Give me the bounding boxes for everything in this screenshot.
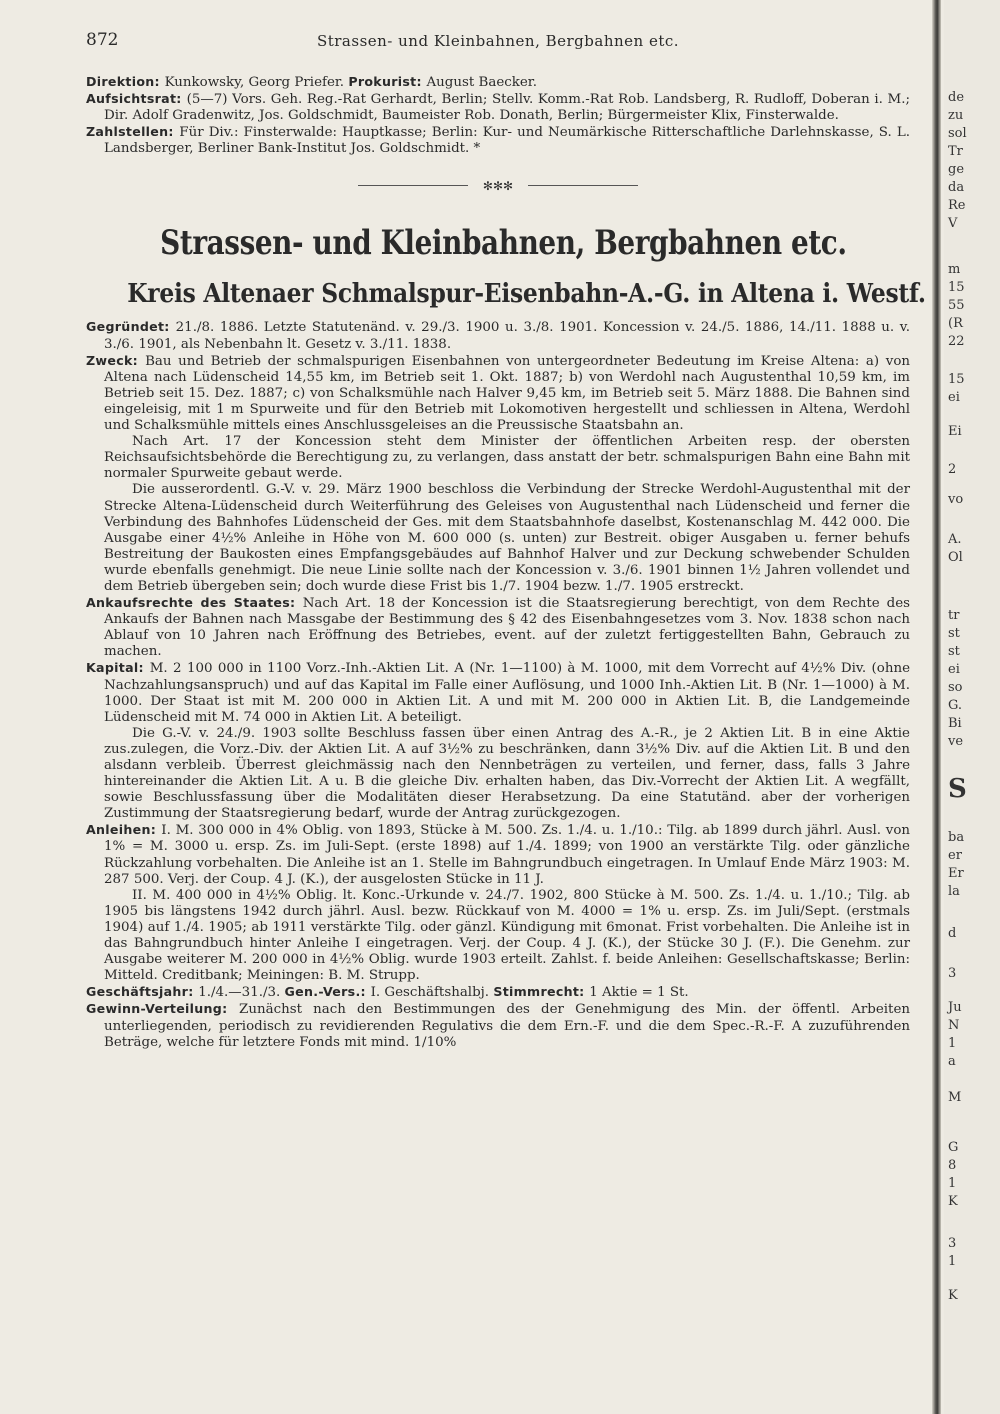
entry-text: I. Geschäftshalbj. (370, 985, 494, 1001)
divider-ornament (358, 179, 638, 193)
adjacent-page-fragment: Ju (948, 1000, 962, 1015)
page-number: 872 (86, 30, 119, 50)
entry-paragraph (86, 595, 910, 660)
adjacent-page-fragment: 1 (948, 1254, 957, 1269)
entry-label: Ankaufsrechte des Staates: (86, 595, 303, 611)
adjacent-page-fragment: G. (948, 698, 963, 713)
entry-paragraph (86, 660, 910, 725)
prev-entry-paragraph (86, 74, 910, 91)
entry-label: Stimmrecht: (493, 984, 590, 1000)
running-header (86, 30, 910, 56)
adjacent-page-fragment: ei (948, 390, 960, 405)
company-entries (86, 319, 910, 1050)
entry-label: Zweck: (86, 352, 146, 368)
adjacent-page-fragment: a (948, 1054, 956, 1069)
adjacent-page-fragment: d (948, 926, 957, 941)
prev-entry-paragraph (86, 91, 910, 124)
adjacent-page-fragment: 15 (948, 280, 965, 295)
entry-text: M. 2 100 000 in 1100 Vorz.-Inh.-Aktien Lit. A (Nr. 1—1100) à M. 1000, mit dem Vorrecht auf 4½% Div. (ohne Nachzahlungsanspruch) und auf das Kapital im Falle einer Auflösung, und 1000 Inh.-Aktien Lit. B (Nr. 1—1000) à M. 1000. Der Staat ist mit M. 200 000 in Aktien Lit. A und mit M. 200 000 in Aktien Lit. B, die Landgemeinde Lüdenscheid mit M. 74 000 in Aktien Lit. A beteiligt. (104, 661, 911, 725)
entry-paragraph (86, 434, 910, 482)
entry-paragraph (86, 888, 910, 985)
adjacent-page-fragment: S (948, 774, 967, 804)
adjacent-page-fragment: K (948, 1194, 958, 1209)
entry-text: Bau und Betrieb der schmalspurigen Eisenbahnen von untergeordneter Bedeutung im Kreise Altena: a) von Altena nach Lüdenscheid 14,55 km, im Betrieb seit 1. Okt. 1887; b) von Werdohl nach Augustenthal 10,59 km, im Betrieb seit 15. Dez. 1887; c) von Schalksmühle nach Halver 9,45 km, im Betrieb seit 5. März 1888. Die Bahnen sind eingeleisig, mit 1 m Spurweite und für den Betrieb mit Lokomotiven hergestellt und schliessen in Altena, Werdohl und Schalksmühle mittels eines Anschlussgeleises an die Preussische Staatsbahn an. (104, 353, 911, 434)
entry-text: I. M. 300 000 in 4% Oblig. von 1893, Stücke à M. 500. Zs. 1./4. u. 1./10.: Tilg. ab 1899 durch jährl. Ausl. von 1% = M. 3000 u. ersp. Zs. im Juli-Sept. (erste 1898) auf 1./4. 1899; von 1900 an verstärkte Tilg. oder gänzliche Rückzahlung vorbehalten. Die Anleihe ist an 1. Stelle im Bahngrundbuch eingetragen. In Umlauf Ende März 1903: M. 287 500. Verj. der Coup. 4 J. (K.), der ausgelosten Stücke in 11 J. (104, 823, 911, 887)
entry-text: 21./8. 1886. Letzte Statutenänd. v. 29./3. 1900 u. 3./8. 1901. Koncession v. 24./5. 1886, 14./11. 1888 u. v. 3./6. 1901, als Nebenbahn lt. Gesetz v. 3./11. 1838. (104, 320, 910, 352)
adjacent-page-fragment: da (948, 180, 965, 195)
adjacent-page-fragment: 15 (948, 372, 965, 387)
adjacent-page-fragment: 22 (948, 334, 965, 349)
entry-paragraph (86, 822, 910, 887)
adjacent-page-fragment: la (948, 884, 960, 899)
adjacent-page-fragment: ve (948, 734, 964, 749)
entry-label: Anleihen: (86, 822, 162, 838)
adjacent-page-fragment: Er (948, 866, 964, 881)
divider-line-right (528, 185, 638, 186)
adjacent-page-fragment: 3 (948, 1236, 957, 1251)
entry-paragraph (86, 1001, 910, 1050)
adjacent-page-fragment: Ol (948, 550, 963, 565)
adjacent-page-fragment: Re (948, 198, 966, 213)
adjacent-page-fragment: de (948, 90, 965, 105)
adjacent-page-fragment: so (948, 680, 963, 695)
prev-entry-paragraph (86, 124, 910, 157)
divider-line-left (358, 185, 468, 186)
prev-entry-label: Direktion: (86, 74, 165, 89)
prev-entry-label: Zahlstellen: (86, 124, 180, 140)
adjacent-page-fragment: ge (948, 162, 965, 177)
adjacent-page-fragment: ba (948, 830, 965, 845)
entry-text: Die G.-V. v. 24./9. 1903 sollte Beschluss fassen über einen Antrag des A.-R., je 2 Aktien Lit. B in eine Aktie zus.zulegen, die Vorz.-Div. der Aktien Lit. A auf 3½% zu beschränken, dann 3½% Div. auf die Aktien Lit. B und den alsdann verbleib. Überrest gleichmässig nach den Nennbeträgen zu verteilen, und ferner, dass, falls 3 Jahre hintereinander die Aktien Lit. A u. B die gleiche Div. erhalten haben, das Div.-Vorrecht der Aktien Lit. A wegfällt, sowie Beschlussfassung über die Modalitäten dieser Herabsetzung. Da eine Statutänd. aber der vorherigen Zustimmung der Staatsregierung bedarf, wurde der Antrag zurückgezogen. (104, 725, 910, 822)
prev-entry-text: August Baecker. (426, 75, 537, 90)
entry-text: 1 Aktie = 1 St. (589, 985, 689, 1001)
entry-text: Nach Art. 18 der Koncession ist die Staatsregierung berechtigt, von dem Rechte des Ankaufs der Bahnen nach Massgabe der Bestimmung des § 42 des Eisenbahngesetzes vom 3. Nov. 1838 schon nach Ablauf von 10 Jahren nach Eröffnung des Betriebes, event. auf der zuletzt fertiggestellten Bahn, Gebrauch zu machen. (104, 596, 911, 660)
adjacent-page-fragment: A. (948, 532, 962, 547)
entry-text: Die ausserordentl. G.-V. v. 29. März 1900 beschloss die Verbindung der Strecke Werdohl-Augustenthal mit der Strecke Altena-Lüdenscheid durch Weiterführung des Geleises von Augustenthal nach Lüdenscheid und ferner die Verbindung des Bahnhofes Lüdenscheid der Ges. mit dem Staatsbahnhofe daselbst, Kostenanschlag M. 442 000. Die Ausgabe einer 4½% Anleihe in Höhe von M. 600 000 (s. unten) zur Bestreit. obiger Ausgaben u. ferner behufs Bestreitung der Baukosten eines Empfangsgebäudes auf Bahnhof Halver und zur Deckung schwebender Schulden wurde ebenfalls genehmigt. Die neue Linie sollte nach der Koncession v. 3./6. 1901 binnen 1½ Jahren vollendet und dem Betrieb übergeben sein; doch wurde diese Frist bis 1./7. 1904 bezw. 1./7. 1905 erstreckt. (104, 482, 910, 594)
adjacent-page-fragment: (R (948, 316, 963, 331)
entry-paragraph (86, 726, 910, 823)
adjacent-page-fragment: K (948, 1288, 958, 1303)
entry-label: Gewinn-Verteilung: (86, 1001, 240, 1017)
prev-entry-label: Prokurist: (348, 74, 427, 89)
running-title: Strassen- und Kleinbahnen, Bergbahnen etc. (316, 32, 680, 50)
adjacent-page-fragment: G (948, 1140, 959, 1155)
entry-text: Nach Art. 17 der Koncession steht dem Minister der öffentlichen Arbeiten resp. der obersten Reichsaufsichtsbehörde die Berechtigung zu, zu verlangen, dass anstatt der betr. schmalspurigen Bahn eine Bahn mit normaler Spurweite gebaut werde. (104, 434, 910, 482)
entry-paragraph (86, 353, 910, 434)
adjacent-page-column (944, 0, 1000, 1414)
entry-text: II. M. 400 000 in 4½% Oblig. lt. Konc.-Urkunde v. 24./7. 1902, 800 Stücke à M. 500. Zs. 1./4. u. 1./10.; Tilg. ab 1905 bis längstens 1942 durch jährl. Ausl. bezw. Rückkauf von M. 4000 = 1% u. ersp. Zs. im Juli/Sept. (erstmals 1904) auf 1./4. 1905; ab 1911 verstärkte Tilg. oder gänzl. Kündigung mit 6monat. Frist vorbehalten. Die Anleihe ist in das Bahngrundbuch hinter Anleihe I eingetragen. Verj. der Coup. 4 J. (K.), der Stücke 30 J. (F.). Die Genehm. zur Ausgabe weiterer M. 200 000 in 4½% Oblig. wurde 1903 erteilt. Zahlst. f. beide Anleihen: Gesellschaftskasse; Berlin: Mitteld. Creditbank; Meiningen: B. M. Strupp. (104, 887, 910, 984)
adjacent-page-fragment: Tr (948, 144, 963, 159)
adjacent-page-fragment: tr (948, 608, 960, 623)
entry-paragraph (86, 482, 910, 595)
entry-label: Geschäftsjahr: (86, 984, 199, 1000)
prev-entry-text: Für Div.: Finsterwalde: Hauptkasse; Berlin: Kur- und Neumärkische Ritterschaftliche Darlehnskasse, S. L. Landsberger, Berliner Bank-Institut Jos. Goldschmidt. * (104, 125, 910, 157)
adjacent-page-fragment: 55 (948, 298, 965, 313)
adjacent-page-fragment: ei (948, 662, 960, 677)
entry-label: Gegründet: (86, 319, 176, 335)
entry-label: Kapital: (86, 660, 150, 676)
adjacent-page-fragment: 8 (948, 1158, 957, 1173)
entry-paragraph (86, 319, 910, 352)
adjacent-page-fragment: 1 (948, 1036, 957, 1051)
main-column (86, 30, 926, 1051)
adjacent-page-fragment: V (948, 216, 958, 231)
adjacent-page-fragment: vo (948, 492, 964, 507)
adjacent-page-fragment: zu (948, 108, 964, 123)
previous-company-entry (86, 74, 910, 157)
adjacent-page-fragment: 3 (948, 966, 957, 981)
prev-entry-text: (5—7) Vors. Geh. Reg.-Rat Gerhardt, Berlin; Stellv. Komm.-Rat Rob. Landsberg, R. Rudloff, Doberan i. M.; Dir. Adolf Gradenwitz, Jos. Goldschmidt, Baumeister Rob. Donath, Berlin; Bürgermeister Klix, Finsterwalde. (104, 92, 910, 124)
ornament-icon: ✻✻✻ (482, 179, 514, 194)
adjacent-page-fragment: sol (948, 126, 967, 141)
adjacent-page-fragment: 1 (948, 1176, 957, 1191)
adjacent-page-fragment: m (948, 262, 961, 277)
page-gutter (932, 0, 941, 1414)
adjacent-page-fragment: Ei (948, 424, 962, 439)
entry-text: Zunächst nach den Bestimmungen des der Genehmigung des Min. der öffentl. Arbeiten unterliegenden, periodisch zu revidierenden Regulativs die dem Ern.-F. und die dem Spec.-R.-F. A zuzuführenden Beträge, welche für letztere Fonds mit mind. 1/10% (104, 1002, 910, 1050)
adjacent-page-fragment: st (948, 644, 960, 659)
prev-entry-text: Kunkowsky, Georg Priefer. (164, 75, 349, 90)
entry-label: Gen.-Vers.: (284, 984, 371, 1000)
section-title: Strassen- und Kleinbahnen, Bergbahnen etc. (160, 223, 847, 264)
adjacent-page-fragment: N (948, 1018, 960, 1033)
adjacent-page-fragment: er (948, 848, 962, 863)
prev-entry-label: Aufsichtsrat: (86, 91, 187, 107)
adjacent-page-fragment: 2 (948, 462, 957, 477)
adjacent-page-fragment: M (948, 1090, 962, 1105)
entry-text: 1./4.—31./3. (198, 985, 285, 1001)
adjacent-page-fragment: Bi (948, 716, 962, 731)
entry-paragraph (86, 984, 910, 1001)
adjacent-page-fragment: st (948, 626, 960, 641)
company-title: Kreis Altenaer Schmalspur-Eisenbahn-A.-G. in Altena i. Westf. (127, 279, 926, 310)
